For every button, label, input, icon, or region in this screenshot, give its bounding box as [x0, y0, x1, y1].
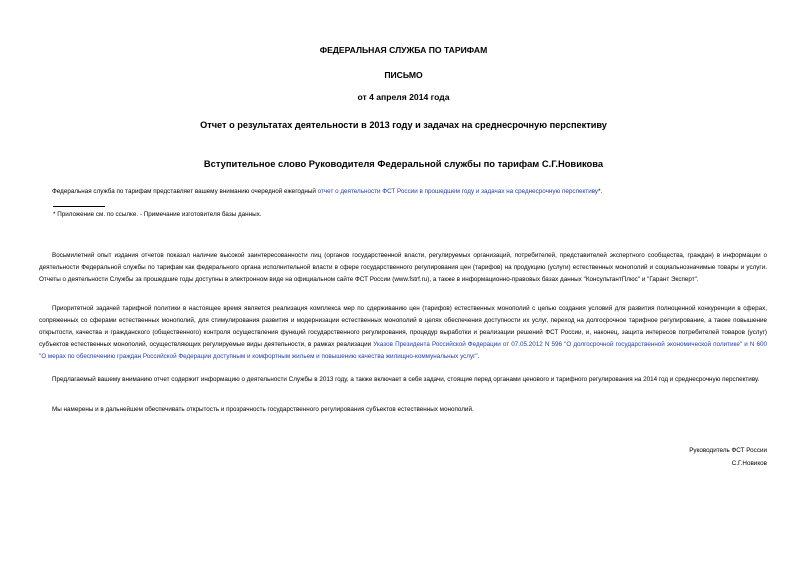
paragraph-priority-end: .: [477, 352, 480, 360]
paragraph-priority-text: Приоритетной задачей тарифной политики в настоящее время является реализация комплекса мер по сдерживанию цен (тарифов) естественных монополий с целью создания условий для развития полноценной конкуренции в сферах, сопряженных со сферами естественных монополий, для стимулирования развития и модернизации естественных монополий в целях обеспечения доступности их услуг, переход на долгосрочное тарифное регулирование, а также повышение открытости, качества и гражданского (общественного) контроля осуществления функций государственного регулирования, процедур выработки и реализации решений ФСТ России, и, наконец, защита интересов потребителей товаров (услуг) субъектов естественных монополий, осуществляющих регулируемые виды деятельности, в рамках реализации: [39, 305, 767, 348]
paragraph-report-contents: Предлагаемый вашему вниманию отчет содержит информацию о деятельности Службы в 2013 году, а также включает в себя задачи, стоящие перед органами ценового и тарифного регулирования на 2014 год и среднесрочную перспективу.: [52, 376, 760, 383]
agency-heading: ФЕДЕРАЛЬНАЯ СЛУЖБА ПО ТАРИФАМ: [319, 45, 488, 55]
section-title: Вступительное слово Руководителя Федеральной службы по тарифам С.Г.Новикова: [203, 158, 604, 169]
intro-paragraph: [39, 186, 767, 198]
signature-position: Руководитель ФСТ России: [689, 447, 767, 454]
footnote-divider: [53, 206, 105, 207]
paragraph-transparency: Мы намерены и в дальнейшем обеспечивать открытость и прозрачность государственного регулирования субъектов естественных монополий.: [52, 406, 474, 413]
document-type-heading: ПИСЬМО: [384, 70, 423, 80]
paragraph-priority: [39, 303, 767, 363]
document-subject: Отчет о результатах деятельности в 2013 году и задачах на среднесрочную перспективу: [200, 120, 607, 130]
presidential-decrees-link[interactable]: Указов Президента Российской Федерации от 07.05.2012 N 596 "О долгосрочной государственной экономической политике" и N 600 "О мерах по обеспечению граждан Российской Федерации доступным и комфортным жильем и повышению качества жилищно-коммунальных услуг": [39, 340, 767, 360]
document-date: от 4 апреля 2014 года: [357, 92, 450, 102]
report-link[interactable]: отчет о деятельности ФСТ России в прошедшем году и задачах на среднесрочную перспективу: [317, 188, 599, 195]
intro-footnote-marker: *.: [598, 188, 603, 195]
intro-text: Федеральная служба по тарифам представляет вашему вниманию очередной ежегодный: [52, 188, 318, 195]
footnote: * Приложение см. по ссылке. - Примечание изготовителя базы данных.: [53, 211, 262, 218]
paragraph-experience: Восьмилетний опыт издания отчетов показал наличие высокой заинтересованности лиц (органов государственной власти, регулируемых организаций, потребителей, представителей экспертного сообщества, граждан) в информации о деятельности Федеральной службы по тарифам как федерального органа исполнительной власти в сфере государственного регулирования цен (тарифов) на продукцию (услуги) естественных монополий и социальнозначимые товары и услуги. Отчеты о деятельности Службы за прошедшие годы доступны в электронном виде на официальном сайте ФСТ России (www.fstrf.ru), а также в информационно-правовых базах данных "КонсультантПлюс" и "Гарант Эксперт".: [39, 252, 767, 283]
signature-name: С.Г.Новиков: [731, 460, 767, 467]
